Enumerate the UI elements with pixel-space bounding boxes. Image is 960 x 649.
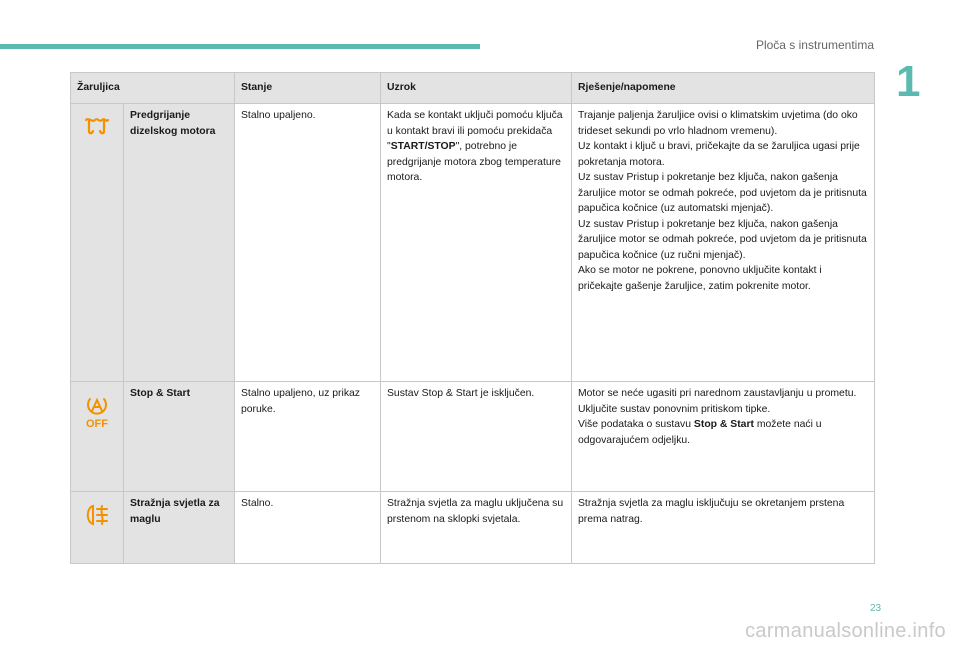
solution-line: Trajanje paljenja žaruljice ovisi o klimatskim uvjetima (do oko trideset sekundi po vrlo hladnom vremenu). [578,110,858,137]
table-row [71,382,875,492]
table-row [71,104,875,382]
chapter-number: 1 [896,57,921,106]
cause-text: Kada se kontakt uključi pomoću ključa u kontakt bravi ili pomoću prekidača " [387,110,563,152]
lamp-name: Stražnja svjetla za maglu [124,492,235,564]
glow-plug-icon [84,116,110,142]
lamp-solution [572,382,875,492]
header-accent-bar [0,44,480,49]
lamp-solution: Stražnja svjetla za maglu isključuju se okretanjem prstena prema natrag. [572,492,875,564]
table-row [71,492,875,564]
column-header-lamp: Žaruljica [71,73,235,104]
lamp-state: Stalno upaljeno. [235,104,381,382]
off-label: OFF [86,418,108,428]
rear-fog-light-icon [83,504,111,532]
lamp-name: Predgrijanje dizelskog motora [124,104,235,382]
solution-line: Uz kontakt i ključ u bravi, pričekajte da se žaruljica ugasi prije pokretanja motora. [578,141,860,168]
column-header-state: Stanje [235,73,381,104]
start-stop-keyword: START/STOP [390,141,456,152]
row-icon-cell [71,492,124,564]
table-header-row [71,73,875,104]
column-header-solution: Rješenje/napomene [572,73,875,104]
solution-line: Uz sustav Pristup i pokretanje bez ključa, nakon gašenja žaruljice motor se odmah pokreće, pod uvjetom da je pritisnuta papučica kočnice (uz ručni mjenjač). [578,218,867,261]
lamp-cause: Sustav Stop & Start je isključen. [381,382,572,492]
lamp-state: Stalno. [235,492,381,564]
lamp-state: Stalno upaljeno, uz prikaz poruke. [235,382,381,492]
column-header-cause: Uzrok [381,73,572,104]
solution-line [578,417,868,448]
solution-text-end: možete naći u odgovarajućem odjeljku. [578,419,822,446]
solution-line: Uz sustav Pristup i pokretanje bez ključa, nakon gašenja žaruljice motor se odmah pokreće, pod uvjetom da je pritisnuta papučica kočnice (uz automatski mjenjač). [578,172,867,214]
solution-line: Ako se motor ne pokrene, ponovno uključite kontakt i pričekajte gašenje žaruljice, zatim pokrenite motor. [578,265,822,292]
watermark: carmanualsonline.info [745,620,946,642]
lamp-solution [572,104,875,382]
section-title: Ploča s instrumentima [755,38,874,52]
stop-start-off-icon [82,394,112,434]
solution-text: Više podataka o sustavu [578,419,694,430]
cause-text-end: ", potrebno je predgrijanje motora zbog temperature motora. [387,141,561,183]
stop-start-keyword: Stop & Start [693,419,754,430]
warning-lights-table [70,72,875,564]
row-icon-cell [71,104,124,382]
lamp-cause: Stražnja svjetla za maglu uključena su prstenom na sklopki svjetala. [381,492,572,564]
lamp-cause [381,104,572,382]
page-number: 23 [870,603,882,614]
solution-line: Uključite sustav ponovnim pritiskom tipke. [578,403,771,415]
lamp-name: Stop & Start [124,382,235,492]
row-icon-cell [71,382,124,492]
solution-line: Motor se neće ugasiti pri narednom zaustavljanju u prometu. [578,388,857,399]
